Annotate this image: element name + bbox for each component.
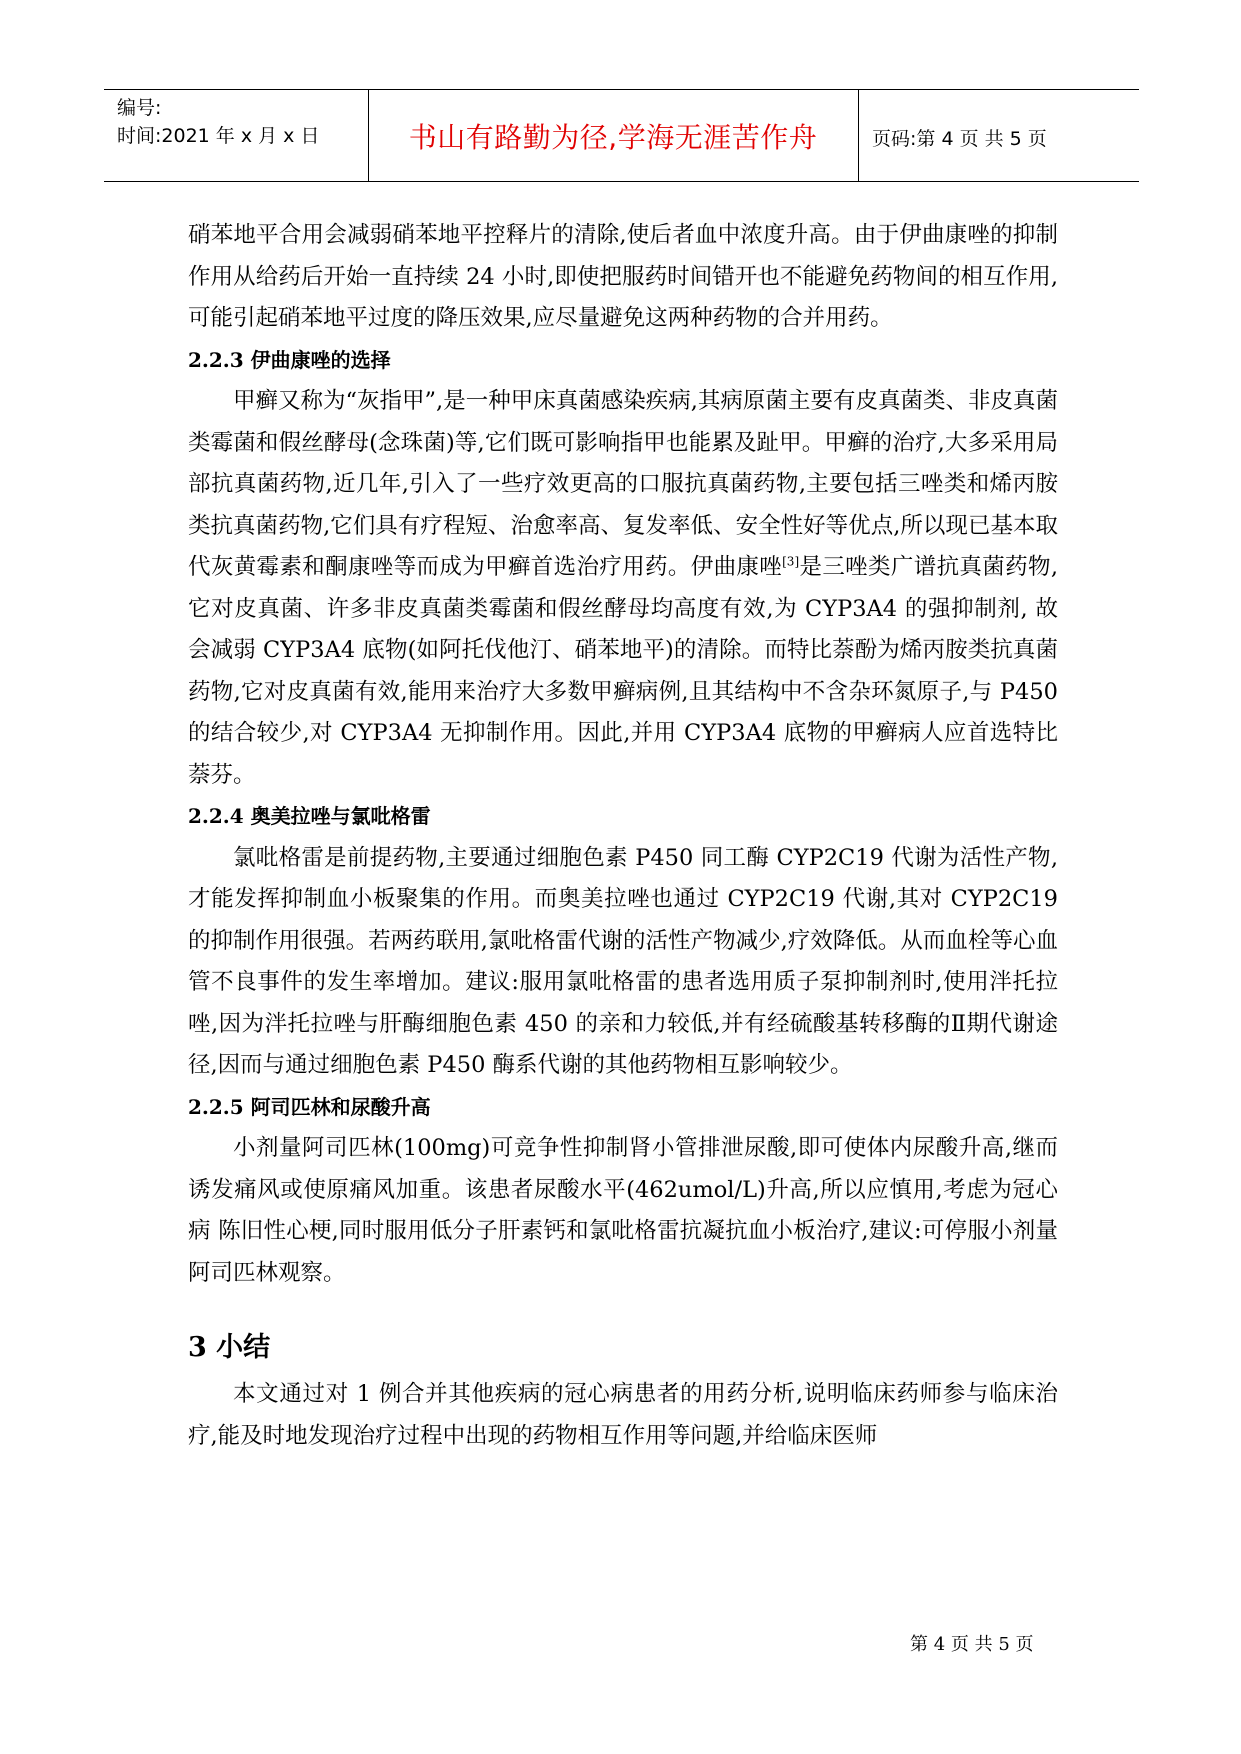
section-heading-3: 3 小结 bbox=[188, 1332, 271, 1363]
paragraph-1: 硝苯地平合用会减弱硝苯地平控释片的清除,使后者血中浓度升高。由于伊曲康唑的抑制作用从给药后开始一直持续 24 小时,即使把服药时间错开也不能避免药物间的相互作用,可能引起硝苯地平过度的降压效果,应尽量避免这两种药物的合并用药。 bbox=[188, 222, 1058, 331]
section-heading-2-2-3: 2.2.3 伊曲康唑的选择 bbox=[188, 347, 391, 372]
page-footer: 第 4 页 共 5 页 bbox=[910, 1634, 1034, 1655]
document-body bbox=[188, 215, 1058, 1457]
header-time-label: 时间:2021 年 x 月 x 日 bbox=[117, 125, 320, 147]
section-heading-2-2-4: 2.2.4 奥美拉唑与氯吡格雷 bbox=[188, 804, 431, 828]
header-number-label: 编号: bbox=[117, 97, 162, 119]
paragraph-2 bbox=[188, 381, 1058, 796]
paragraph-5: 本文通过对 1 例合并其他疾病的冠心病患者的用药分析,说明临床药师参与临床治疗,能及时地发现治疗过程中出现的药物相互作用等问题,并给临床医师 bbox=[188, 1381, 1058, 1449]
section-heading-2-2-5: 2.2.5 阿司匹林和尿酸升高 bbox=[188, 1094, 431, 1119]
citation-ref[interactable]: [3] bbox=[782, 554, 800, 569]
paragraph-2-part-a: 甲癣又称为“灰指甲”,是一种甲床真菌感染疾病,其病原菌主要有皮真菌类、非皮真菌类霉菌和假丝酵母(念珠菌)等,它们既可影响指甲也能累及趾甲。甲癣的治疗,大多采用局部抗真菌药物,近几年,引入了一些疗效更高的口服抗真菌药物,主要包括三唑类和烯丙胺类抗真菌药物,它们具有疗程短、治愈率高、复发率低、安全性好等优点,所以现已基本取代灰黄霉素和酮康唑等而成为甲癣首选治疗用药。伊曲康唑 bbox=[188, 388, 1058, 580]
header-bottom-rule bbox=[104, 181, 1139, 182]
paragraph-3: 氯吡格雷是前提药物,主要通过细胞色素 P450 同工酶 CYP2C19 代谢为活性产物,才能发挥抑制血小板聚集的作用。而奥美拉唑也通过 CYP2C19 代谢,其对 CYP2C19 的抑制作用很强。若两药联用,氯吡格雷代谢的活性产物减少,疗效降低。从而血栓等心血管不良事件的发生率增加。建议:服用氯吡格雷的患者选用质子泵抑制剂时,使用泮托拉唑,因为泮托拉唑与肝酶细胞色素 450 的亲和力较低,并有经硫酸基转移酶的Ⅱ期代谢途径,因而与通过细胞色素 P450 酶系代谢的其他药物相互影响较少。 bbox=[188, 844, 1058, 1078]
header-top-rule bbox=[104, 89, 1139, 90]
header-motto: 书山有路勤为径,学海无涯苦作舟 bbox=[408, 121, 818, 154]
paragraph-4: 小剂量阿司匹林(100mg)可竞争性抑制肾小管排泄尿酸,即可使体内尿酸升高,继而诱发痛风或使原痛风加重。该患者尿酸水平(462umol/L)升高,所以应慎用,考虑为冠心病 陈旧性心梗,同时服用低分子肝素钙和氯吡格雷抗凝抗血小板治疗,建议:可停服小剂量阿司匹林观察。 bbox=[188, 1135, 1058, 1286]
header-page-info: 页码:第 4 页 共 5 页 bbox=[872, 128, 1047, 150]
header-meta bbox=[117, 94, 319, 150]
paragraph-2-part-b: 是三唑类广谱抗真菌药物,它对皮真菌、许多非皮真菌类霉菌和假丝酵母均高度有效,为 CYP3A4 的强抑制剂, 故会减弱 CYP3A4 底物(如阿托伐他汀、硝苯地平)的清除。而特比萘酚为烯丙胺类抗真菌药物,它对皮真菌有效,能用来治疗大多数甲癣病例,且其结构中不含杂环氮原子,与 P450 的结合较少,对 CYP3A4 无抑制作用。因此,并用 CYP3A4 底物的甲癣病人应首选特比萘芬。 bbox=[188, 554, 1058, 788]
header-divider-right bbox=[858, 89, 859, 181]
